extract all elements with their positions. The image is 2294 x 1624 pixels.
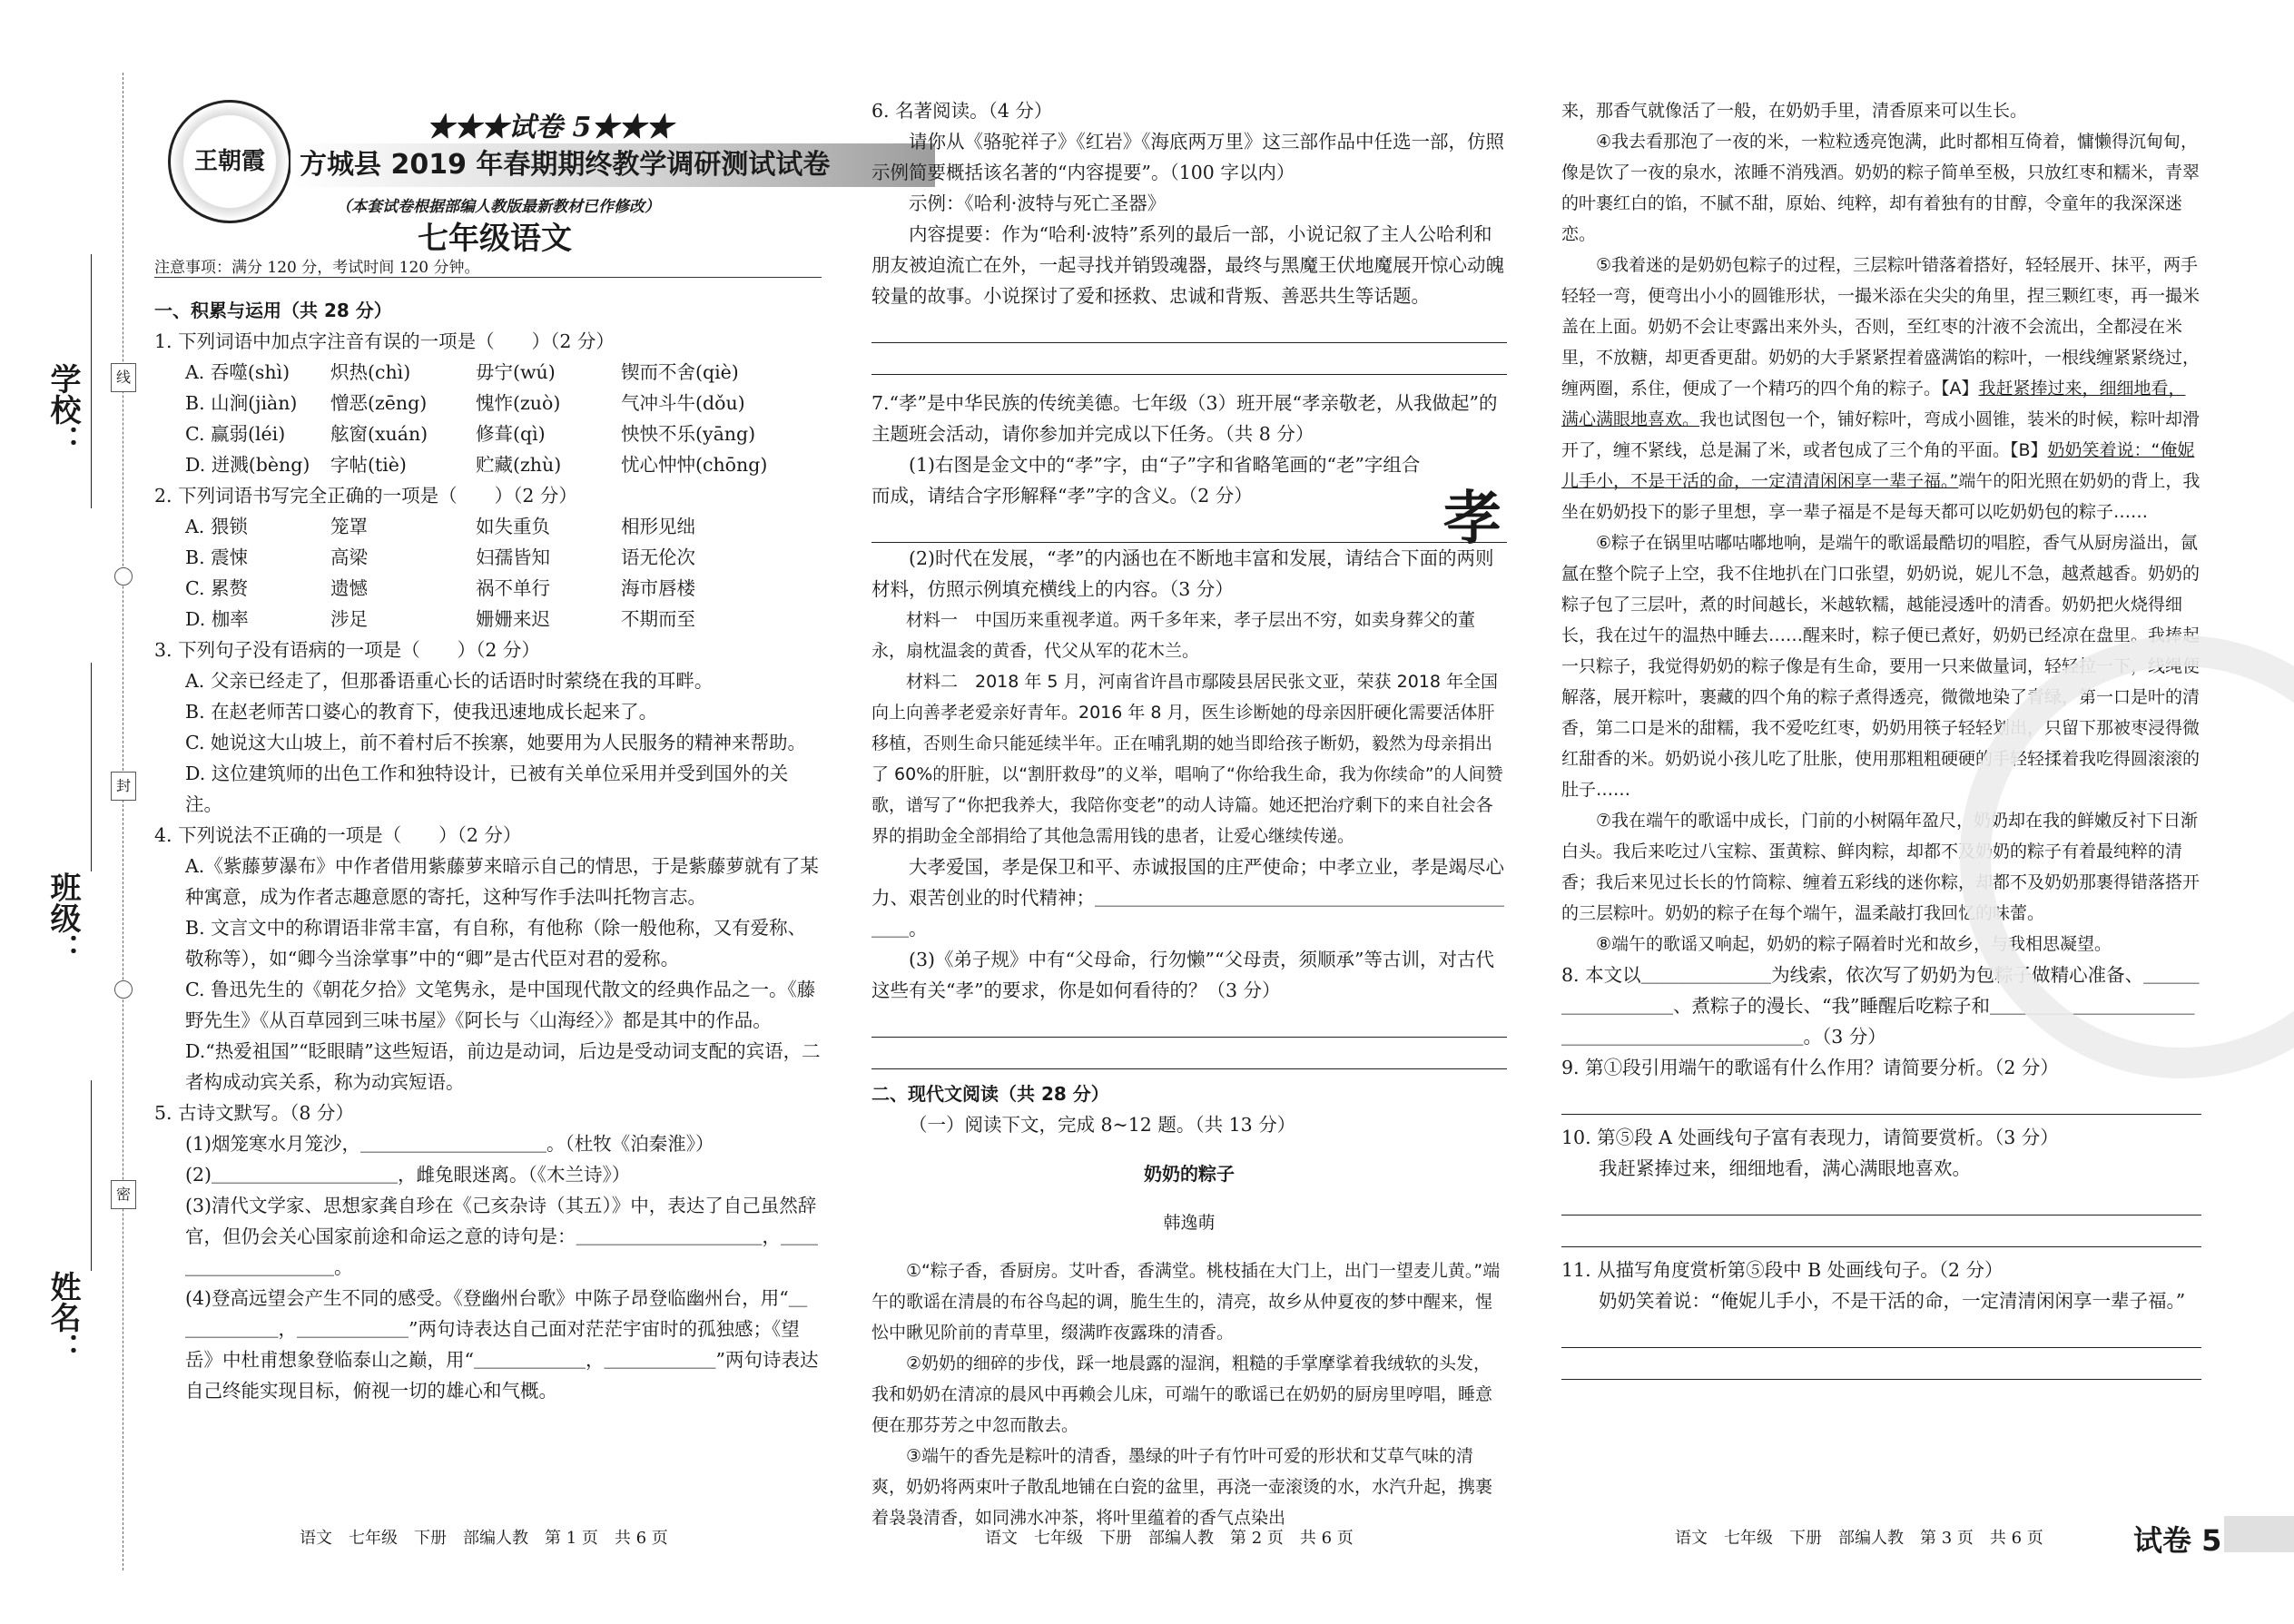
answer-line[interactable] xyxy=(871,311,1507,343)
question-6: 6. 名著阅读。（4 分） xyxy=(871,100,1053,122)
q6-body: 请你从《骆驼祥子》《红岩》《海底两万里》这三部作品中任选一部，仿照示例简要概括该名著的“内容提要”。（100 字以内） xyxy=(871,131,1504,183)
paper-number: ★★★试卷 5★★★ xyxy=(427,112,674,143)
binding-hole xyxy=(114,980,133,999)
q7-task-2: (2)时代在发展，“孝”的内涵也在不断地丰富和发展，请结合下面的两则材料，仿照示例填充横线上的内容。（3 分） xyxy=(871,547,1494,600)
option: C. 累赘 xyxy=(185,577,248,599)
article-para-8: ⑧端午的歌谣又响起，奶奶的粽子隔着时光和故乡，与我相思凝望。 xyxy=(1596,934,2112,954)
option: B. 震悚 xyxy=(185,546,249,568)
footer-page-3: 语文 七年级 下册 部编人教 第 3 页 共 6 页 xyxy=(1675,1529,2043,1548)
q10-quote: 我赶紧捧过来，细细地看，满心满眼地喜欢。 xyxy=(1599,1157,1971,1179)
q4-option-c: C. 鲁迅先生的《朝花夕拾》文笔隽永，是中国现代散文的经典作品之一。《藤野先生》《从百草园到三味书屋》《阿长与〈山海经〉》都是其中的作品。 xyxy=(185,979,816,1031)
answer-line[interactable] xyxy=(1561,1184,2201,1216)
option: 字帖(tiè) xyxy=(330,454,407,476)
footer-page-2: 语文 七年级 下册 部编人教 第 2 页 共 6 页 xyxy=(985,1529,1354,1548)
option: 姗姗来迟 xyxy=(476,608,550,630)
article-para-1: ①“粽子香，香厨房。艾叶香，香满堂。桃枝插在大门上，出门一望麦儿黄。”端午的歌谣在清晨的布谷鸟起的调，脆生生的，清亮，故乡从仲夏夜的梦中醒来，惺忪中瞅见阶前的青草里，缀满昨夜露珠的清香。 xyxy=(871,1261,1501,1343)
article-para-3: ③端午的香先是粽叶的清香，墨绿的叶子有竹叶可爱的形状和艾草气味的清爽，奶奶将两束叶子散乱地铺在白瓷的盆里，再浇一壶滚烫的水，水汽升起，携裹着袅袅清香，如同沸水冲茶，将叶里蕴着的香气点染出 xyxy=(871,1446,1493,1528)
school-label: 学校： xyxy=(44,363,81,456)
section-heading: 一、积累与运用（共 28 分） xyxy=(154,300,392,321)
option: 修葺(qì) xyxy=(476,423,546,445)
option: 憎恶(zēng) xyxy=(330,392,428,414)
option: 不期而至 xyxy=(621,608,695,630)
q3-option-d: D. 这位建筑师的出色工作和独特设计，已被有关单位采用并受到国外的关注。 xyxy=(185,763,789,815)
answer-line[interactable] xyxy=(871,511,1507,543)
article-para-3-cont: 来，那香气就像活了一般，在奶奶手里，清香原来可以生长。 xyxy=(1561,101,2028,121)
class-fill-line xyxy=(91,663,92,871)
option: 愧怍(zuò) xyxy=(476,392,561,414)
option: D. 枷率 xyxy=(185,608,249,630)
option: A. 猥锁 xyxy=(185,516,248,537)
q3-option-a: A. 父亲已经走了，但那番语重心长的话语时时萦绕在我的耳畔。 xyxy=(185,670,714,692)
option: 怏怏不乐(yāng) xyxy=(621,423,756,445)
exam-subtitle: （本套试卷根据部编人教版最新教材已作修改） xyxy=(336,198,660,216)
option: 语无伦次 xyxy=(621,546,695,568)
header-divider xyxy=(154,277,822,278)
article-para-7: ⑦我在端午的歌谣中成长，门前的小树隔年盈尺，奶奶却在我的鲜嫩反衬下日渐白头。我后来吃过八宝粽、蛋黄粽、鲜肉粽，却都不及奶奶的粽子有着最纯粹的清香；我后来见过长长的竹筒粽、缠着五彩线的迷你粽，却都不及奶奶那裹得错落搭开的三层粽叶。奶奶的粽子在每个端午，温柔敲打我回忆的味蕾。 xyxy=(1561,811,2200,923)
option: 气冲斗牛(dǒu) xyxy=(621,392,745,414)
option: C. 赢弱(léi) xyxy=(185,423,286,445)
article-para-4: ④我去看那泡了一夜的米，一粒粒透亮饱满，此时都相互倚着，慵懒得沉甸甸，像是饮了一夜的泉水，浓睡不消残酒。奶奶的粽子简单至极，只放红枣和糯米，青翠的叶裹红白的馅，不腻不甜，原始、纯粹，却有着独有的甘醇，令童年的我深深迷恋。 xyxy=(1561,132,2200,244)
question-8: 8. 本文以＿＿＿＿＿＿＿为线索，依次写了奶奶为包粽子做精心准备、＿＿＿＿＿＿＿＿＿、煮粽子的漫长、“我”睡醒后吃粽子和＿＿＿＿＿＿＿＿＿＿＿＿＿＿＿＿＿＿＿＿＿＿＿＿。（3 分） xyxy=(1561,964,2200,1048)
question-10: 10. 第⑤段 A 处画线句子富有表现力，请简要赏析。（3 分） xyxy=(1561,1127,2059,1148)
q1-options xyxy=(185,357,822,480)
exam-title: 方城县 2019 年春期期终教学调研测试试卷 xyxy=(290,143,935,187)
article-para-5 xyxy=(1561,250,2201,527)
option: 贮藏(zhù) xyxy=(476,454,562,476)
question-5: 5. 古诗文默写。（8 分） xyxy=(154,1102,354,1124)
material-2: 材料二 2018 年 5 月，河南省许昌市鄢陵县居民张文亚，荣获 2018 年全国向上向善孝老爱亲好青年。2016 年 8 月，医生诊断她的母亲因肝硬化需要活体肝移植，否则生命只能延续半年。正在哺乳期的她当即给孩子断奶，毅然为母亲捐出了 60%的肝脏，以“割肝救母”的义举，唱响了“你给我生命，我为你续命”的人间赞歌，谱写了“你把我养大，我陪你变老”的动人诗篇。她还把治疗剩下的来自社会各界的捐助金全部捐给了其他急需用钱的患者，让爱心继续传递。 xyxy=(871,672,1503,846)
option: 如失重负 xyxy=(476,516,550,537)
question-7: 7.“孝”是中华民族的传统美德。七年级（3）班开展“孝亲敬老，从我做起”的主题班会活动，请你参加并完成以下任务。（共 8 分） xyxy=(871,392,1498,445)
question-3: 3. 下列句子没有语病的一项是（ ）（2 分） xyxy=(154,639,540,661)
q6-example: 示例：《哈利·波特与死亡圣器》 xyxy=(909,192,1167,214)
paper-tag: 试卷 5 xyxy=(2133,1523,2222,1558)
name-fill-line xyxy=(91,1080,92,1271)
q11-quote: 奶奶笑着说：“俺妮儿手小，不是干活的命，一定清清闲闲享一辈子福。” xyxy=(1599,1290,2186,1312)
notice: 注意事项：满分 120 分，考试时间 120 分钟。 xyxy=(154,259,480,277)
q5-item-3: (3)清代文学家、思想家龚自珍在《己亥杂诗（其五）》中，表达了自己虽然辞官，但仍会关心国家前途和命运之意的诗句是：＿＿＿＿＿＿＿＿＿＿，＿＿＿＿＿＿＿＿＿＿。 xyxy=(185,1195,818,1278)
answer-line[interactable] xyxy=(1561,1316,2201,1348)
q2-options xyxy=(185,511,822,635)
option: A. 吞噬(shì) xyxy=(185,361,290,383)
para5-underline-b: 奶奶笑着说：“俺妮儿手小，不是干活的命，一定清清闲闲享一辈子福。” xyxy=(1561,440,2195,491)
question-1: 1. 下列词语中加点字注音有误的一项是（ ）（2 分） xyxy=(154,330,615,352)
column-1 xyxy=(154,295,822,1511)
question-4: 4. 下列说法不正确的一项是（ ）（2 分） xyxy=(154,824,522,846)
grade-subject: 七年级语文 xyxy=(418,221,572,257)
para5-text: 我也试图包一个，铺好粽叶，弯成小圆锥，装米的时候，粽叶却滑开了，缠不紧线，总是漏了米，或者包成了三个角的平面。【B】 xyxy=(1561,409,2200,460)
option: 高梁 xyxy=(330,546,368,568)
article-para-2: ②奶奶的细碎的步伐，踩一地晨露的湿润，粗糙的手掌摩挲着我绒软的头发，我和奶奶在清凉的晨风中再赖会儿床，可端午的歌谣已在奶奶的厨房里哼唱，睡意便在那芬芳之中忽而散去。 xyxy=(871,1353,1493,1435)
section-heading: 二、现代文阅读（共 28 分） xyxy=(871,1083,1109,1105)
footer-page-1: 语文 七年级 下册 部编人教 第 1 页 共 6 页 xyxy=(300,1529,668,1548)
q7-task-3: (3)《弟子规》中有“父母命，行勿懒”“父母责，须顺承”等古训，对古代这些有关“孝”的要求，你是如何看待的？（3 分） xyxy=(871,949,1494,1001)
q5-item-1: (1)烟笼寒水月笼沙，＿＿＿＿＿＿＿＿＿＿。（杜牧《泊秦淮》） xyxy=(185,1133,714,1155)
q6-example-body: 内容提要：作为“哈利·波特”系列的最后一部，小说记叙了主人公哈利和朋友被迫流亡在外，一起寻找并销毁魂器，最终与黑魔王伏地魔展开惊心动魄较量的故事。小说探讨了爱和拯救、忠诚和背叛、善恶共生等话题。 xyxy=(871,223,1504,307)
q3-option-c: C. 她说这大山坡上，前不着村后不挨寨，她要用为人民服务的精神来帮助。 xyxy=(185,732,806,753)
option: 涉足 xyxy=(330,608,368,630)
answer-line[interactable] xyxy=(871,1038,1507,1069)
answer-line[interactable] xyxy=(1561,1348,2201,1380)
option: 炽热(chì) xyxy=(330,361,411,383)
option: 舷窗(xuán) xyxy=(330,423,428,445)
option: 毋宁(wú) xyxy=(476,361,556,383)
binding-mark-line: 线 xyxy=(111,363,136,392)
reading-instructions: （一）阅读下文，完成 8~12 题。（共 13 分） xyxy=(909,1114,1296,1136)
option: 祸不单行 xyxy=(476,577,550,599)
material-1: 材料一 中国历来重视孝道。两千多年来，孝子层出不穷，如卖身葬父的董永，扇枕温衾的黄香，代父从军的花木兰。 xyxy=(871,610,1476,661)
q4-option-b: B. 文言文中的称谓语非常丰富，有自称，有他称（除一般他称，又有爱称、敬称等），如“卿今当涂掌事”中的“卿”是古代臣对君的爱称。 xyxy=(185,917,807,969)
answer-line[interactable] xyxy=(871,1006,1507,1038)
q7-task-1: (1)右图是金文中的“孝”字，由“子”字和省略笔画的“老”字组合而成，请结合字形解释“孝”字的含义。（2 分） xyxy=(871,454,1421,507)
q3-option-b: B. 在赵老师苦口婆心的教育下，使我迅速地成长起来了。 xyxy=(185,701,658,723)
school-fill-line xyxy=(91,254,92,508)
article-para-6: ⑥粽子在锅里咕嘟咕嘟地响，是端午的歌谣最酷切的唱腔，香气从厨房溢出，氤氲在整个院子上空，我不住地扒在门口张望，奶奶说，妮儿不急，越煮越香。奶奶的粽子包了三层叶，煮的时间越长，米越软糯，越能浸透叶的清香。奶奶把火烧得细长，我在过午的温热中睡去……醒来时，粽子便已煮好，奶奶已经凉在盘里。我捧起一只粽子，我觉得奶奶的粽子像是有生命，要用一只来做量词，轻轻拉一下，线绳便解落，展开粽叶，裹藏的四个角的粽子煮得透亮，微微地染了青绿，第一口是叶的清香，第二口是米的甜糯，我不爱吃红枣，奶奶用筷子轻轻划出，只留下那被枣浸得微红甜香的米。奶奶说小孩儿吃了肚胀，使用那粗粗硬硬的手轻轻揉着我吃得圆滚滚的肚子…… xyxy=(1561,533,2200,800)
option: 笼罩 xyxy=(330,516,368,537)
column-2 xyxy=(871,95,1507,1528)
brand-logo: 王朝霞 xyxy=(168,100,291,223)
article-author: 韩逸萌 xyxy=(1163,1213,1216,1233)
binding-mark-secret: 密 xyxy=(111,1180,136,1209)
option: B. 山涧(jiàn) xyxy=(185,392,298,414)
option: 遗憾 xyxy=(330,577,368,599)
q4-option-a: A.《紫藤萝瀑布》中作者借用紫藤萝来暗示自己的情思，于是紫藤萝就有了某种寓意，成为作者志趣意愿的寄托，这种写作手法叫托物言志。 xyxy=(185,855,819,908)
q5-item-2: (2)＿＿＿＿＿＿＿＿＿＿，雌兔眼迷离。（《木兰诗》） xyxy=(185,1164,631,1186)
para5-text: ⑤我着迷的是奶奶包粽子的过程，三层粽叶错落着搭好，轻轻展开、抹平，两手轻轻一弯，便弯出小小的圆锥形状，一撮米添在尖尖的角里，捏三颗红枣，再一撮米盖在上面。奶奶不会让枣露出来外头，否则，至红枣的汁液不会流出，全都浸在米里，不放糖，却更香更甜。奶奶的大手紧紧捏着盛满馅的粽叶，一根线缠紧紧绕过，缠两圈，系住，便成了一个精巧的四个角的粽子。【A】 xyxy=(1561,255,2200,399)
para5-underline-a: 我赶紧捧过来，细细地看，满心满眼地喜欢。 xyxy=(1561,379,2186,429)
name-label: 姓名： xyxy=(44,1271,81,1363)
answer-line[interactable] xyxy=(871,343,1507,375)
para5-text: 端午的阳光照在奶奶的背上，我坐在奶奶投下的影子里想，享一辈子福是不是每天都可以吃奶奶包的粽子…… xyxy=(1561,471,2200,522)
tag-bar xyxy=(2224,1516,2294,1552)
article-title: 奶奶的粽子 xyxy=(1144,1163,1235,1185)
class-label: 班级： xyxy=(44,871,81,964)
question-9: 9. 第①段引用端午的歌谣有什么作用？请简要分析。（2 分） xyxy=(1561,1057,2059,1078)
binding-mark-seal: 封 xyxy=(111,772,136,801)
option: 妇孺皆知 xyxy=(476,546,550,568)
question-2: 2. 下列词语书写完全正确的一项是（ ）（2 分） xyxy=(154,485,577,507)
answer-line[interactable] xyxy=(1561,1216,2201,1247)
q4-option-d: D.“热爱祖国”“眨眼睛”这些短语，前边是动词，后边是受动词支配的宾语，二者构成动宾关系，称为动宾短语。 xyxy=(185,1040,821,1093)
option: 海市唇楼 xyxy=(621,577,695,599)
exam-header xyxy=(154,100,831,277)
kao-character-image: 孝 xyxy=(1443,485,1501,553)
option: 忧心忡忡(chōng) xyxy=(621,454,768,476)
question-11: 11. 从描写角度赏析第⑤段中 B 处画线句子。（2 分） xyxy=(1561,1259,2004,1281)
option: 锲而不舍(qiè) xyxy=(621,361,739,383)
option: 相形见绌 xyxy=(621,516,695,537)
answer-line[interactable] xyxy=(1561,1083,2201,1115)
binding-hole xyxy=(114,567,133,586)
q7-fill-sentence: 大孝爱国，孝是保卫和平、赤诚报国的庄严使命；中孝立业，孝是竭尽心力、艰苦创业的时代精神；＿＿＿＿＿＿＿＿＿＿＿＿＿＿＿＿＿＿＿＿＿＿＿＿。 xyxy=(871,856,1504,940)
option: D. 迸溅(bèng) xyxy=(185,454,310,476)
q5-item-4: (4)登高远望会产生不同的感受。《登幽州台歌》中陈子昂登临幽州台，用“＿＿＿＿＿＿，＿＿＿＿＿＿”两句诗表达自己面对茫茫宇宙时的孤独感；《望岳》中杜甫想象登临泰山之巅，用“＿＿＿＿＿＿，＿＿＿＿＿＿”两句诗表达自己终能实现目标，俯视一切的雄心和气概。 xyxy=(185,1287,819,1402)
